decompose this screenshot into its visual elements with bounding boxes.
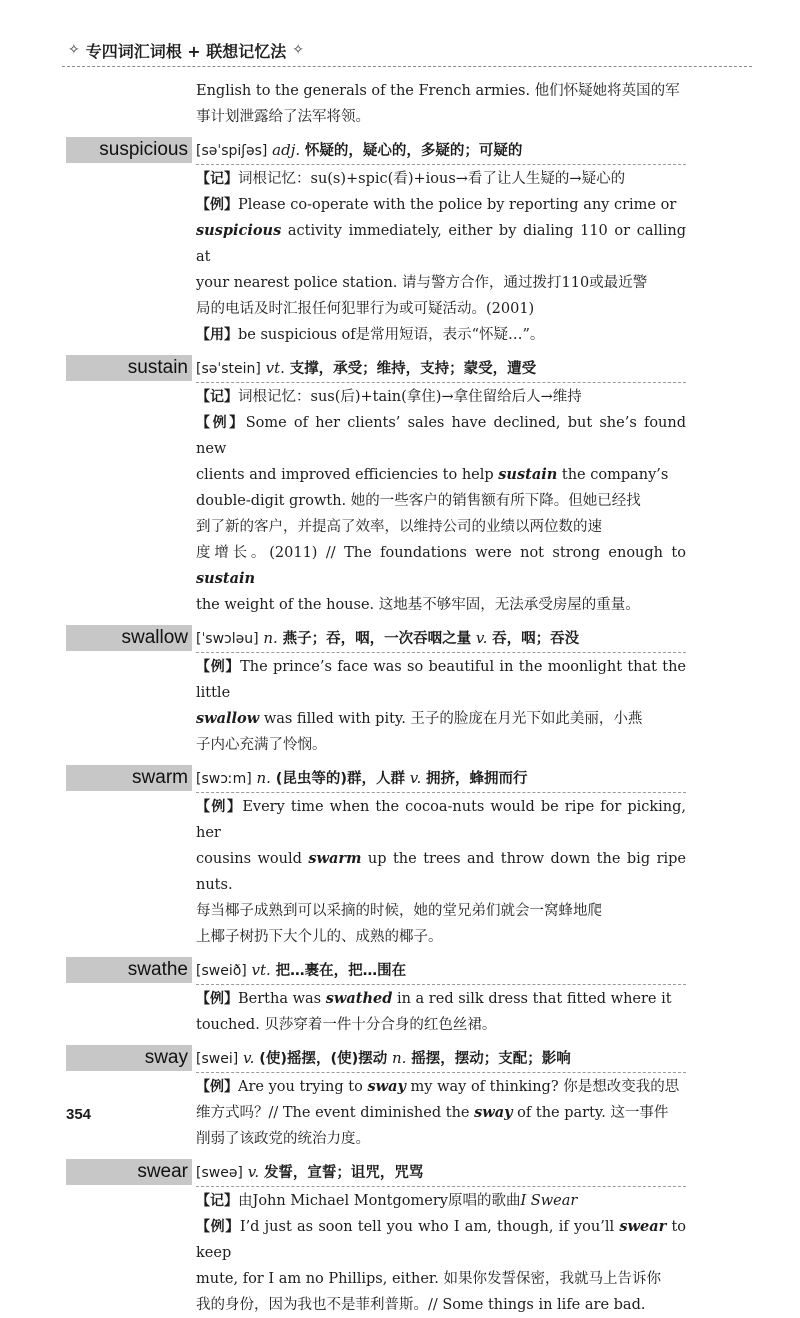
keyword: swallow <box>196 710 260 727</box>
part-of-speech: vt. <box>251 961 271 979</box>
pronunciation-line <box>196 1158 756 1187</box>
keyword: sway <box>367 1078 406 1095</box>
phonetic: [swɔːm] <box>196 771 252 787</box>
ex-label: 【例】 <box>196 1219 240 1235</box>
example-text: 维方式吗？// The event diminished the <box>196 1105 475 1121</box>
example-line: 我的身份，因为我也不是菲利普斯。// Some things in life are bad. <box>196 1297 646 1313</box>
entry-divider <box>196 984 686 985</box>
example-text: Are you trying to <box>238 1079 368 1095</box>
example-line <box>196 218 686 270</box>
entry-headrow <box>0 624 800 654</box>
pronunciation-line <box>196 136 756 165</box>
entry-swarm <box>0 764 800 950</box>
keyword: swathed <box>325 990 393 1007</box>
part-of-speech: n. <box>256 769 271 787</box>
entry-headrow <box>0 956 800 986</box>
phonetic: [ˈswɔləu] <box>196 631 259 647</box>
keyword: swear <box>619 1218 667 1235</box>
example-line: mute, for I am no Phillips, either. 如果你发誓保密，我就马上告诉你 <box>196 1271 661 1287</box>
example-text: up the trees and throw down the big ripe nuts. <box>196 851 686 893</box>
example-text: my way of thinking? 你是想改变我的思 <box>405 1079 680 1095</box>
keyword: suspicious <box>196 222 282 239</box>
header-divider <box>62 66 752 67</box>
ex-label: 【例】 <box>196 1079 238 1095</box>
phonetic: [swei] <box>196 1051 239 1067</box>
phonetic: [səˈspiʃəs] <box>196 143 268 159</box>
headword: sway <box>144 1047 188 1068</box>
running-header <box>62 38 752 62</box>
entry-sway <box>0 1044 800 1152</box>
example-line <box>196 846 686 898</box>
usage-text: be suspicious of是常用短语，表示“怀疑…”。 <box>238 327 545 343</box>
example-line: 每当椰子成熟到可以采摘的时候，她的堂兄弟们就会一窝蜂地爬 <box>196 903 602 919</box>
definition: 摇摆，摆动；支配；影响 <box>411 1051 571 1067</box>
entry-headrow <box>0 764 800 794</box>
example-line: double-digit growth. 她的一些客户的销售额有所下降。但她已经找 <box>196 493 641 509</box>
example-text: Every time when the cocoa-nuts would be ripe for picking, her <box>196 799 687 841</box>
part-of-speech: v. <box>475 629 488 647</box>
entry-swallow <box>0 624 800 758</box>
entry-divider <box>196 652 686 653</box>
example-text: clients and improved efficiencies to help <box>196 467 499 483</box>
pronunciation-line <box>196 956 756 985</box>
keyword: sustain <box>498 466 558 483</box>
definition: 支撑，承受；维持，支持；蒙受，遭受 <box>289 361 537 377</box>
example-line: your nearest police station. 请与警方合作，通过拨打110或最近警 <box>196 275 648 291</box>
example-text: Please co-operate with the police by reporting any crime or <box>238 197 677 213</box>
definition: (昆虫等的)群，人群 <box>275 771 405 787</box>
part-of-speech: vt. <box>265 359 285 377</box>
headword: suspicious <box>99 139 188 160</box>
memory-text: 词根记忆：sus(后)+tain(拿住)→拿住留给后人→维持 <box>238 389 582 405</box>
example-line: 子内心充满了怜悯。 <box>196 737 327 753</box>
entry-swear <box>0 1158 800 1318</box>
headword: swallow <box>121 627 188 648</box>
example-line <box>196 540 686 592</box>
mem-label: 【记】 <box>196 389 238 405</box>
part-of-speech: adj. <box>272 141 301 159</box>
example-text: in a red silk dress that fitted where it <box>392 991 672 1007</box>
example-text: Some of her clients’ sales have declined, but she’s found new <box>196 415 687 457</box>
diamond-icon: ✧ <box>68 42 80 58</box>
headword: sustain <box>127 357 188 378</box>
example-text: of the party. 这一事件 <box>512 1105 669 1121</box>
example-text: cousins would <box>196 851 309 867</box>
example-line: 到了新的客户，并提高了效率，以维持公司的业绩以两位数的速 <box>196 519 602 535</box>
example-text: to keep <box>196 1219 687 1261</box>
use-label: 【用】 <box>196 327 238 343</box>
entry-divider <box>196 1186 686 1187</box>
example-line <box>196 654 686 706</box>
keyword: sway <box>474 1104 513 1121</box>
phonetic: [səˈstein] <box>196 361 261 377</box>
entry-sustain <box>0 354 800 618</box>
keyword: swarm <box>308 850 362 867</box>
part-of-speech: n. <box>263 629 278 647</box>
usage-line <box>196 322 686 348</box>
example-text: Bertha was <box>238 991 326 1007</box>
example-line <box>196 794 686 846</box>
entry-suspicious <box>0 136 800 348</box>
text-line: English to the generals of the French armies. 他们怀疑她将英国的军 <box>196 83 680 99</box>
example-line <box>196 1074 686 1100</box>
definition: 拥挤，蜂拥而行 <box>426 771 528 787</box>
example-line <box>196 706 686 732</box>
entry-headrow <box>0 136 800 166</box>
part-of-speech: v. <box>409 769 422 787</box>
mem-label: 【记】 <box>196 1193 238 1209</box>
page-number: 354 <box>66 1106 92 1123</box>
part-of-speech: v. <box>242 1049 255 1067</box>
example-line: touched. 贝莎穿着一件十分合身的红色丝裙。 <box>196 1017 497 1033</box>
header-title: 专四词汇词根 + 联想记忆法 <box>85 41 287 61</box>
example-text: 度增长。(2011) // The foundations were not strong enough to <box>196 545 686 561</box>
example-text: the company’s <box>557 467 669 483</box>
ex-label: 【例】 <box>196 799 243 815</box>
ex-label: 【例】 <box>196 991 238 1007</box>
part-of-speech: n. <box>392 1049 407 1067</box>
ex-label: 【例】 <box>196 659 241 675</box>
example-line <box>196 462 686 488</box>
example-text: The prince’s face was so beautiful in the moonlight that the little <box>196 659 687 701</box>
entry-headrow <box>0 1158 800 1188</box>
entry-divider <box>196 382 686 383</box>
ex-label: 【例】 <box>196 197 238 213</box>
example-line: the weight of the house. 这地基不够牢固，无法承受房屋的重量。 <box>196 597 640 613</box>
example-line <box>196 1214 686 1266</box>
example-line: 削弱了该政党的统治力度。 <box>196 1131 370 1147</box>
example-line <box>196 410 686 462</box>
headword: swear <box>137 1161 188 1182</box>
definition: (使)摇摆，(使)摆动 <box>259 1051 388 1067</box>
example-line <box>196 192 686 218</box>
mem-label: 【记】 <box>196 171 238 187</box>
entry-headrow <box>0 1044 800 1074</box>
pronunciation-line <box>196 1044 756 1073</box>
entry-divider <box>196 1072 686 1073</box>
definition: 把…裹在，把…围在 <box>275 963 407 979</box>
example-line <box>196 1100 686 1126</box>
pronunciation-line <box>196 624 756 653</box>
part-of-speech: v. <box>247 1163 260 1181</box>
memory-line <box>196 166 686 192</box>
song-title: I Swear <box>520 1193 578 1209</box>
entry-swathe <box>0 956 800 1038</box>
entry-divider <box>196 792 686 793</box>
memory-text: 词根记忆：su(s)+spic(看)+ious→看了让人生疑的→疑心的 <box>238 171 626 187</box>
entries-list <box>0 78 800 1318</box>
text-line: 事计划泄露给了法军将领。 <box>196 109 370 125</box>
headword: swarm <box>132 767 188 788</box>
example-text: I’d just as soon tell you who I am, though, if you’ll <box>239 1219 620 1235</box>
continued-text <box>0 78 800 130</box>
phonetic: [sweið] <box>196 963 247 979</box>
ex-label: 【例】 <box>196 415 246 431</box>
entry-divider <box>196 164 686 165</box>
memory-text: 由John Michael Montgomery原唱的歌曲 <box>238 1193 521 1209</box>
memory-line <box>196 1188 686 1214</box>
definition: 发誓，宣誓；诅咒，咒骂 <box>263 1165 424 1181</box>
example-text: was filled with pity. 王子的脸庞在月光下如此美丽，小燕 <box>259 711 643 727</box>
pronunciation-line <box>196 764 756 793</box>
keyword: sustain <box>196 570 256 587</box>
example-line <box>196 986 686 1012</box>
entry-headrow <box>0 354 800 384</box>
diamond-icon: ✧ <box>292 42 305 58</box>
definition: 怀疑的，疑心的，多疑的；可疑的 <box>304 143 523 159</box>
definition: 吞，咽；吞没 <box>492 631 580 647</box>
headword: swathe <box>127 959 188 980</box>
example-line: 局的电话及时汇报任何犯罪行为或可疑活动。(2001) <box>196 301 535 317</box>
example-line: 上椰子树扔下大个儿的、成熟的椰子。 <box>196 929 443 945</box>
pronunciation-line <box>196 354 756 383</box>
phonetic: [sweə] <box>196 1165 243 1181</box>
example-text: activity immediately, either by dialing 110 or calling at <box>196 223 686 265</box>
memory-line <box>196 384 686 410</box>
definition: 燕子；吞，咽，一次吞咽之量 <box>282 631 472 647</box>
